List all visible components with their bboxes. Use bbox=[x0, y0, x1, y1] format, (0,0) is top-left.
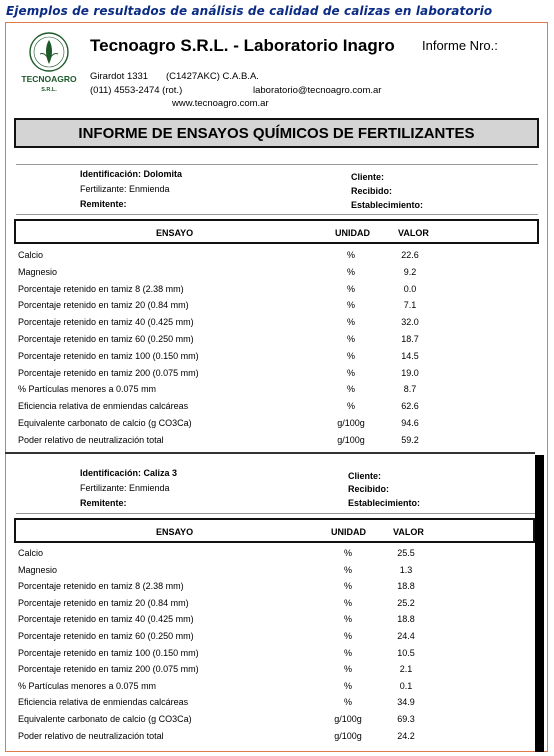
cell-valor: 9.2 bbox=[403, 266, 417, 277]
cell-valor: 18.8 bbox=[397, 581, 415, 592]
cell-unidad: g/100g bbox=[337, 434, 365, 445]
table-row bbox=[18, 646, 528, 662]
report-divider bbox=[5, 452, 535, 454]
cell-valor: 10.5 bbox=[397, 647, 415, 658]
cell-unidad: g/100g bbox=[337, 418, 365, 428]
cell-ensayo: Porcentaje retenido en tamiz 200 (0.075 mm) bbox=[18, 367, 199, 378]
cell-unidad: % bbox=[346, 384, 355, 395]
cell-ensayo: Porcentaje retenido en tamiz 200 (0.075 mm) bbox=[18, 664, 199, 675]
cell-ensayo: Equivalente carbonato de calcio (g CO3Ca) bbox=[18, 418, 192, 428]
cell-valor: 2.1 bbox=[399, 664, 413, 675]
table-row bbox=[18, 349, 528, 365]
recibido: Recibido: bbox=[348, 484, 390, 494]
fertilizante: Fertilizante: Enmienda bbox=[80, 184, 170, 194]
cell-ensayo: Porcentaje retenido en tamiz 40 (0.425 mm) bbox=[18, 614, 194, 625]
cell-valor: 25.5 bbox=[397, 548, 415, 558]
section-line bbox=[16, 513, 535, 514]
cell-valor: 18.8 bbox=[397, 614, 415, 625]
cell-valor: 24.2 bbox=[397, 730, 415, 741]
cell-ensayo: Poder relativo de neutralización total bbox=[18, 434, 164, 445]
table-row bbox=[18, 546, 528, 562]
col-valor: VALOR bbox=[393, 527, 424, 537]
cell-unidad: % bbox=[346, 334, 355, 344]
table-row bbox=[18, 416, 528, 432]
address-street: Girardot 1331 bbox=[90, 71, 149, 82]
table-row bbox=[18, 695, 528, 711]
cell-ensayo: Porcentaje retenido en tamiz 60 (0.250 mm) bbox=[18, 334, 194, 344]
cliente: Cliente: bbox=[348, 471, 382, 481]
cell-unidad: % bbox=[343, 548, 352, 558]
cell-unidad: % bbox=[343, 631, 352, 641]
cell-valor: 0.0 bbox=[403, 283, 417, 294]
table-row bbox=[18, 282, 528, 298]
establecimiento: Establecimiento: bbox=[348, 498, 421, 508]
cell-ensayo: Magnesio bbox=[18, 564, 58, 575]
scan-edge-bar bbox=[535, 455, 544, 752]
cell-ensayo: Porcentaje retenido en tamiz 60 (0.250 mm) bbox=[18, 631, 194, 641]
cell-ensayo: Eficiencia relativa de enmiendas calcáreas bbox=[18, 401, 189, 412]
cell-unidad: % bbox=[346, 266, 355, 277]
col-valor: VALOR bbox=[398, 228, 429, 238]
cell-ensayo: % Partículas menores a 0.075 mm bbox=[18, 384, 157, 395]
cell-unidad: % bbox=[343, 597, 352, 608]
cell-unidad: % bbox=[343, 581, 352, 592]
remitente: Remitente: bbox=[80, 498, 127, 508]
cell-unidad: g/100g bbox=[334, 714, 362, 724]
table-header bbox=[14, 518, 535, 543]
cell-ensayo: Eficiencia relativa de enmiendas calcáreas bbox=[18, 697, 189, 708]
email-address: laboratorio@tecnoagro.com.ar bbox=[253, 85, 382, 96]
cell-valor: 14.5 bbox=[401, 350, 419, 361]
cell-ensayo: Calcio bbox=[18, 250, 44, 260]
table-row bbox=[18, 366, 528, 382]
cell-ensayo: Porcentaje retenido en tamiz 100 (0.150 mm) bbox=[18, 647, 199, 658]
cell-unidad: % bbox=[343, 697, 352, 708]
cell-valor: 18.7 bbox=[401, 334, 419, 344]
table-row bbox=[18, 662, 528, 678]
cell-ensayo: Porcentaje retenido en tamiz 100 (0.150 mm) bbox=[18, 350, 199, 361]
cell-valor: 22.6 bbox=[401, 250, 419, 260]
table-row bbox=[18, 382, 528, 398]
cell-ensayo: Poder relativo de neutralización total bbox=[18, 730, 164, 741]
identificacion: Identificación: Caliza 3 bbox=[80, 468, 178, 478]
table-row bbox=[18, 596, 528, 612]
table-row bbox=[18, 399, 528, 415]
cell-unidad: % bbox=[346, 300, 355, 311]
fertilizante: Fertilizante: Enmienda bbox=[80, 483, 170, 493]
cell-valor: 0.1 bbox=[399, 680, 413, 691]
cell-ensayo: % Partículas menores a 0.075 mm bbox=[18, 680, 157, 691]
informe-number-label: Informe Nro.: bbox=[422, 38, 498, 53]
recibido: Recibido: bbox=[351, 186, 393, 196]
cell-ensayo: Porcentaje retenido en tamiz 8 (2.38 mm) bbox=[18, 581, 184, 592]
cell-valor: 19.0 bbox=[401, 367, 419, 378]
table-row bbox=[18, 579, 528, 595]
table-row bbox=[18, 629, 528, 645]
website-url: www.tecnoagro.com.ar bbox=[172, 98, 269, 109]
cell-unidad: % bbox=[346, 317, 355, 328]
cell-ensayo: Magnesio bbox=[18, 266, 58, 277]
cell-valor: 24.4 bbox=[397, 631, 415, 641]
cell-ensayo: Calcio bbox=[18, 548, 44, 558]
cell-ensayo: Porcentaje retenido en tamiz 8 (2.38 mm) bbox=[18, 283, 184, 294]
table-row bbox=[18, 563, 528, 579]
cell-unidad: % bbox=[346, 367, 355, 378]
table-row bbox=[18, 433, 528, 449]
report-banner: INFORME DE ENSAYOS QUÍMICOS DE FERTILIZANTES bbox=[14, 118, 539, 148]
cell-valor: 32.0 bbox=[401, 317, 419, 328]
col-unidad: UNIDAD bbox=[335, 228, 370, 238]
cell-unidad: % bbox=[346, 350, 355, 361]
cell-unidad: % bbox=[343, 564, 352, 575]
cell-valor: 7.1 bbox=[403, 300, 417, 311]
cell-unidad: % bbox=[346, 250, 355, 260]
company-name: Tecnoagro S.R.L. - Laboratorio Inagro bbox=[90, 36, 395, 55]
cell-unidad: g/100g bbox=[334, 730, 362, 741]
col-unidad: UNIDAD bbox=[331, 527, 366, 537]
cell-valor: 34.9 bbox=[397, 697, 415, 708]
tecnoagro-logo bbox=[18, 30, 80, 95]
logo-subtext: S.R.L. bbox=[41, 87, 57, 93]
cell-ensayo: Porcentaje retenido en tamiz 20 (0.84 mm) bbox=[18, 300, 189, 311]
identificacion: Identificación: Dolomita bbox=[80, 169, 183, 179]
table-row bbox=[18, 315, 528, 331]
cliente: Cliente: bbox=[351, 172, 385, 182]
cell-valor: 59.2 bbox=[401, 434, 419, 445]
cell-unidad: % bbox=[346, 283, 355, 294]
cell-valor: 1.3 bbox=[399, 564, 413, 575]
cell-valor: 62.6 bbox=[401, 401, 419, 412]
cell-ensayo: Porcentaje retenido en tamiz 20 (0.84 mm) bbox=[18, 597, 189, 608]
table-row bbox=[18, 298, 528, 314]
table-row bbox=[18, 612, 528, 628]
table-header bbox=[14, 219, 539, 244]
remitente: Remitente: bbox=[80, 199, 127, 209]
page-title: Ejemplos de resultados de análisis de calidad de calizas en laboratorio bbox=[6, 4, 493, 18]
table-row bbox=[18, 332, 528, 348]
cell-unidad: % bbox=[346, 401, 355, 412]
cell-unidad: % bbox=[343, 647, 352, 658]
establecimiento: Establecimiento: bbox=[351, 200, 424, 210]
cell-ensayo: Porcentaje retenido en tamiz 40 (0.425 mm) bbox=[18, 317, 194, 328]
address-postal: (C1427AKC) C.A.B.A. bbox=[166, 71, 259, 82]
table-row bbox=[18, 265, 528, 281]
table-row bbox=[18, 679, 528, 695]
col-ensayo: ENSAYO bbox=[156, 228, 194, 238]
cell-valor: 25.2 bbox=[397, 597, 415, 608]
table-row bbox=[18, 248, 528, 264]
cell-valor: 94.6 bbox=[401, 418, 419, 428]
cell-unidad: % bbox=[343, 680, 352, 691]
section-line bbox=[16, 214, 538, 215]
cell-valor: 69.3 bbox=[397, 714, 415, 724]
table-row bbox=[18, 729, 528, 745]
table-row bbox=[18, 712, 528, 728]
cell-ensayo: Equivalente carbonato de calcio (g CO3Ca) bbox=[18, 714, 192, 724]
section-line bbox=[16, 164, 538, 165]
logo-text: TECNOAGRO bbox=[21, 74, 77, 84]
cell-valor: 8.7 bbox=[403, 384, 417, 395]
phone-number: (011) 4553-2474 (rot.) bbox=[90, 85, 183, 96]
cell-unidad: % bbox=[343, 664, 352, 675]
cell-unidad: % bbox=[343, 614, 352, 625]
col-ensayo: ENSAYO bbox=[156, 527, 194, 537]
